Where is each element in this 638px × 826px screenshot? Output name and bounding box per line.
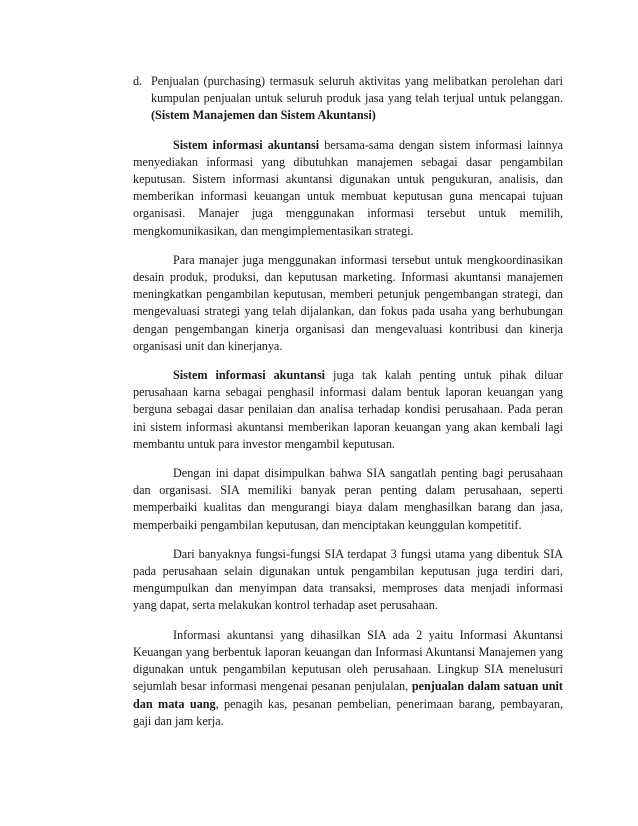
list-marker: d. xyxy=(133,74,143,88)
paragraph-bold-phrase: penjualan dalam satuan unit dan mata uang xyxy=(133,679,563,711)
list-item-d xyxy=(133,73,563,125)
paragraph-text: juga tak kalah penting untuk pihak diluar perusahaan karna sebagai penghasil informasi dalam bentuk laporan keuangan yang berguna sebagai dasar penilaian dan analisa terhadap kondisi perusahaan. Pada peran ini sistem informasi akuntansi memberikan laporan keuangan yang akan kembali lagi membantu untuk para investor mengambil keputusan. xyxy=(133,368,563,451)
paragraph-text: Dari banyaknya fungsi-fungsi SIA terdapat 3 fungsi utama yang dibentuk SIA pada perusahaan selain digunakan untuk pengambilan keputusan juga terdiri dari, mengumpulkan dan menyimpan data transaksi, memproses data menjadi informasi yang dapat, serta melakukan kontrol terhadap aset perusahaan. xyxy=(133,546,563,613)
paragraph-functions xyxy=(133,546,563,615)
paragraph-conclusion xyxy=(133,465,563,534)
paragraph-bold-lead: Sistem informasi akuntansi xyxy=(173,137,320,152)
list-item-reference: (Sistem Manajemen dan Sistem Akuntansi) xyxy=(151,108,376,123)
paragraph-bold-lead: Sistem informasi akuntansi xyxy=(173,368,326,383)
list-item-text: Penjualan (purchasing) termasuk seluruh aktivitas yang melibatkan perolehan dari kumpulan penjualan untuk seluruh produk jasa yang telah terjual untuk pelanggan. xyxy=(151,74,563,106)
paragraph-information-types xyxy=(133,627,563,730)
document-body xyxy=(133,73,563,742)
paragraph-text: , penagih kas, pesanan pembelian, penerimaan barang, pembayaran, gaji dan jam kerja. xyxy=(133,696,563,728)
paragraph-text: Dengan ini dapat disimpulkan bahwa SIA sangatlah penting bagi perusahaan dan organisasi. SIA memiliki banyak peran penting dalam perusahaan, seperti memperbaiki kualitas dan mengurangi biaya dalam menghasilkan barang dan jasa, memperbaiki pengambilan keputusan, dan menciptakan keunggulan kompetitif. xyxy=(133,466,563,532)
paragraph-text: Para manajer juga menggunakan informasi tersebut untuk mengkoordinasikan desain produk, produksi, dan keputusan marketing. Informasi akuntansi manajemen meningkatkan pengambilan keputusan, memberi petunjuk pengembangan strategi, dan mengevaluasi strategi yang telah dijalankan, dan fokus pada usaha yang berhubungan dengan pengembangan kinerja organisasi dan mengevaluasi kontribusi dan kinerja organisasi unit dan kinerjanya. xyxy=(133,252,563,353)
paragraph-managers xyxy=(133,252,563,355)
paragraph-external-parties xyxy=(133,367,563,453)
paragraph-sia-overview xyxy=(133,137,563,240)
paragraph-text: bersama-sama dengan sistem informasi lainnya menyediakan informasi yang dibutuhkan manajemen sebagai dasar pengambilan keputusan. Sistem informasi akuntansi digunakan untuk pengukuran, analisis, dan memberikan informasi keuangan untuk membuat keputusan guna mencapai tujuan organisasi. Manajer juga menggunakan informasi tersebut untuk memilih, mengkomunikasikan, dan mengimplementasikan strategi. xyxy=(133,137,563,238)
paragraph-text: Informasi akuntansi yang dihasilkan SIA ada 2 yaitu Informasi Akuntansi Keuangan yang berbentuk laporan keuangan dan Informasi Akuntansi Manajemen yang digunakan untuk pengambilan keputusan oleh perusahaan. Lingkup SIA menelusuri sejumlah besar informasi mengenai pesanan penjulalan, xyxy=(133,627,563,694)
